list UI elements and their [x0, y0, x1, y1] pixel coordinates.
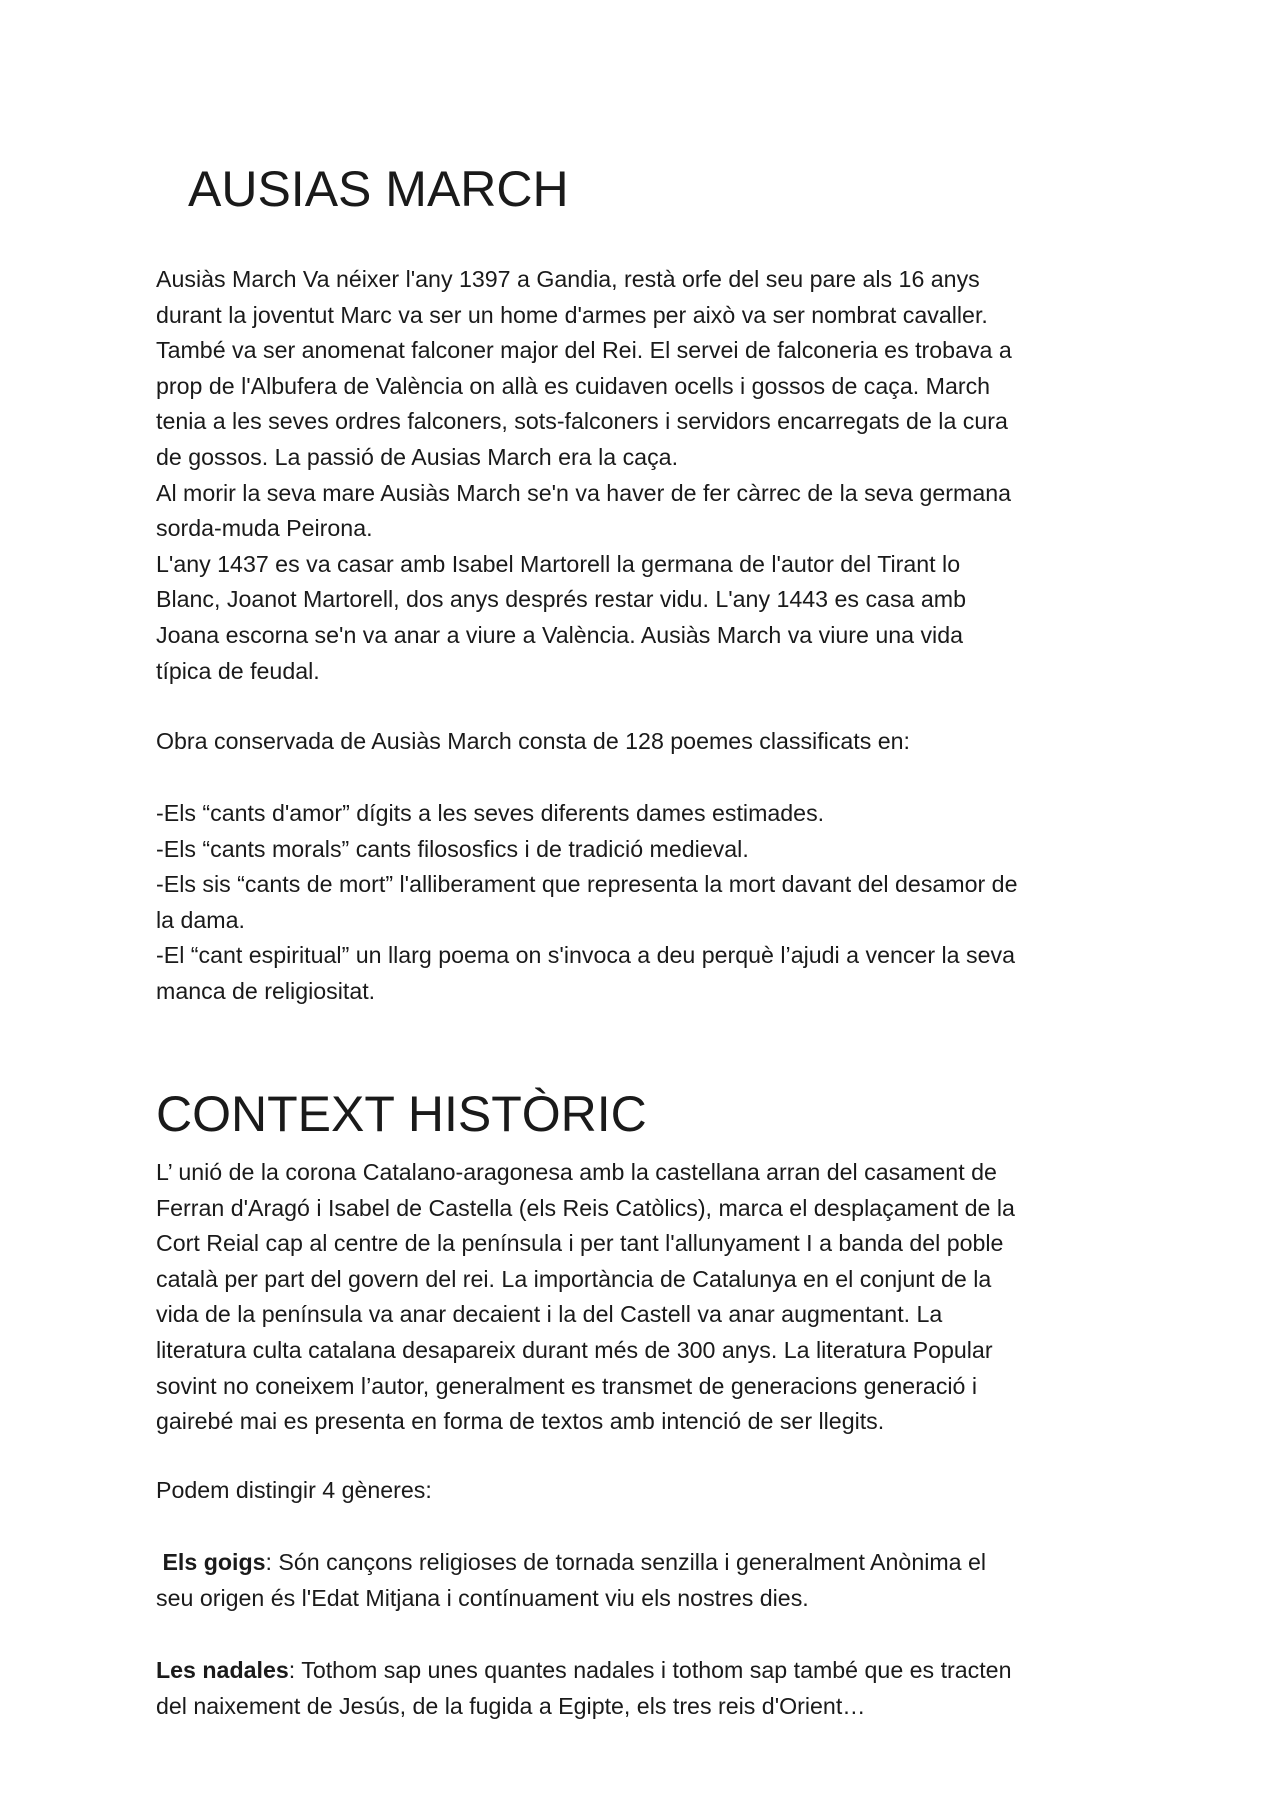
goigs-paragraph — [156, 1545, 1136, 1616]
list-item: -Els sis “cants de mort” l'alliberament que representa la mort davant del desamor de — [156, 871, 1018, 898]
text-line: típica de feudal. — [156, 657, 320, 684]
goigs-description: : Són cançons religioses de tornada senzilla i generalment Anònima el — [265, 1549, 987, 1575]
text-line: Obra conservada de Ausiàs March consta de 128 poemes classificats en: — [156, 728, 911, 754]
goigs-term: Els goigs — [162, 1549, 266, 1575]
text-line: durant la joventut Marc va ser un home d'armes per això va ser nombrat cavaller. — [156, 301, 988, 328]
text-line: L’ unió de la corona Catalano-aragonesa amb la castellana arran del casament de — [156, 1159, 997, 1185]
list-item: la dama. — [156, 906, 245, 933]
text-line: prop de l'Albufera de València on allà es cuidaven ocells i gossos de caça. March — [156, 372, 991, 399]
list-item: -Els “cants morals” cants filososfics i de tradició medieval. — [156, 835, 749, 862]
list-item: manca de religiositat. — [156, 977, 376, 1004]
text-line: català per part del govern del rei. La importància de Catalunya en el conjunt de la — [156, 1265, 992, 1292]
text-line: Podem distingir 4 gèneres: — [156, 1477, 432, 1503]
genres-intro-paragraph — [156, 1473, 1136, 1509]
nadales-term: Les nadales — [156, 1657, 289, 1683]
text-line: gairebé mai es presenta en forma de textos amb intenció de ser llegits. — [156, 1408, 885, 1435]
text-line: També va ser anomenat falconer major del Rei. El servei de falconeria es trobava a — [156, 337, 1012, 364]
text-line: literatura culta catalana desapareix durant més de 300 anys. La literatura Popular — [156, 1336, 993, 1363]
work-list — [156, 796, 1136, 1010]
title-context-historic: CONTEXT HISTÒRIC — [156, 1086, 647, 1142]
text-line — [156, 1653, 1136, 1689]
text-line: del naixement de Jesús, de la fugida a Egipte, els tres reis d'Orient… — [156, 1692, 866, 1719]
text-line: de gossos. La passió de Ausias March era la caça. — [156, 443, 679, 470]
context-paragraph — [156, 1155, 1136, 1440]
text-line: vida de la península va anar decaient i la del Castell va anar augmentant. La — [156, 1301, 943, 1328]
text-line: Joana escorna se'n va anar a viure a València. Ausiàs March va viure una vida — [156, 621, 963, 648]
text-line: sorda-muda Peirona. — [156, 515, 373, 542]
text-line: Blanc, Joanot Martorell, dos anys després restar vidu. L'any 1443 es casa amb — [156, 586, 966, 613]
list-item: -Els “cants d'amor” dígits a les seves diferents dames estimades. — [156, 800, 825, 826]
text-line: Cort Reial cap al centre de la península i per tant l'allunyament I a banda del poble — [156, 1230, 1004, 1257]
text-line: sovint no coneixem l’autor, generalment es transmet de generacions generació i — [156, 1372, 978, 1399]
text-line: Al morir la seva mare Ausiàs March se'n va haver de fer càrrec de la seva germana — [156, 479, 1012, 506]
nadales-paragraph — [156, 1653, 1136, 1724]
biography-paragraph — [156, 262, 1136, 689]
work-intro-paragraph — [156, 724, 1136, 760]
text-line — [156, 1545, 1136, 1581]
text-line: seu origen és l'Edat Mitjana i contínuament viu els nostres dies. — [156, 1584, 809, 1611]
title-ausias-march: AUSIAS MARCH — [188, 161, 569, 217]
text-line: L'any 1437 es va casar amb Isabel Martorell la germana de l'autor del Tirant lo — [156, 550, 961, 577]
text-line: Ferran d'Aragó i Isabel de Castella (els Reis Catòlics), marca el desplaçament de la — [156, 1194, 1015, 1221]
text-line: Ausiàs March Va néixer l'any 1397 a Gandia, restà orfe del seu pare als 16 anys — [156, 266, 980, 292]
nadales-description: : Tothom sap unes quantes nadales i tothom sap també que es tracten — [288, 1657, 1012, 1683]
text-line: tenia a les seves ordres falconers, sots-falconers i servidors encarregats de la cura — [156, 408, 1008, 435]
list-item: -El “cant espiritual” un llarg poema on s'invoca a deu perquè l’ajudi a vencer la seva — [156, 942, 1015, 969]
